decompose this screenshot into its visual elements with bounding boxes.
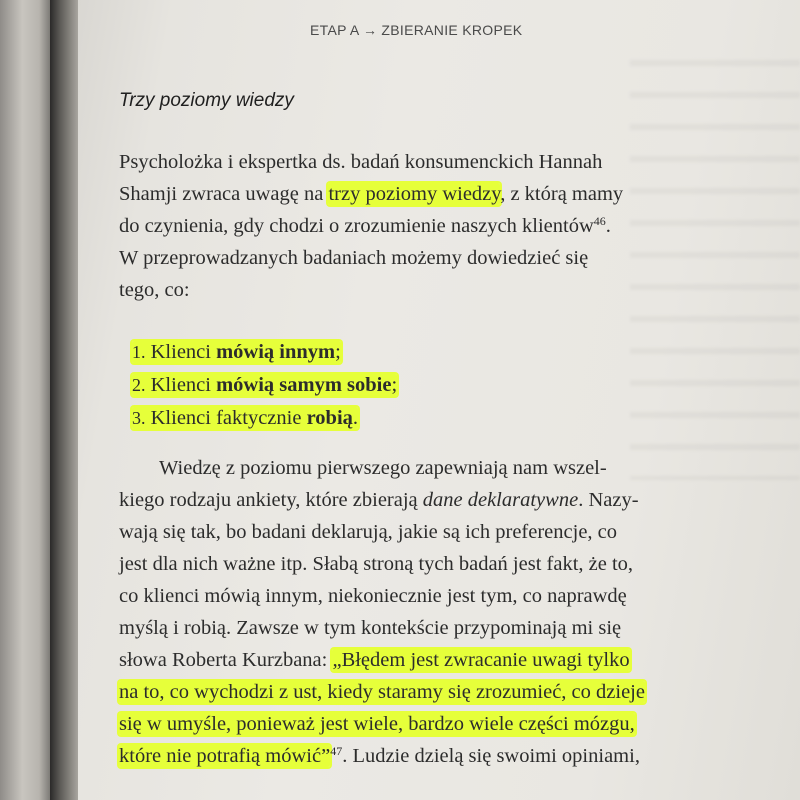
text-line: słowa Roberta Kurzbana: „Błędem jest zwracanie uwagi tylko (119, 649, 630, 671)
text-line: do czynienia, gdy chodzi o zrozumienie naszych klientów$^{46}$. (119, 214, 611, 237)
list-item: 3. Klienci faktycznie robią. (132, 407, 359, 429)
section-heading: Trzy poziomy wiedzy (119, 90, 294, 111)
footnote-ref-46: 46 (593, 214, 606, 228)
text-line: tego, co: (119, 279, 190, 301)
highlighted-quote: na to, co wychodzi z ust, kiedy staramy się zrozumieć, co dzieje (119, 681, 645, 703)
text-line: Shamji zwraca uwagę na trzy poziomy wiedzy, z którą mamy (119, 183, 624, 205)
text-line: kiego rodzaju ankiety, które zbierają dane deklaratywne. Nazy- (119, 489, 639, 511)
paragraph-1 (119, 146, 719, 306)
running-head: ETAP A → ZBIERANIE KROPEK (310, 22, 523, 38)
highlighted-quote: się w umyśle, ponieważ jest wiele, bardzo wiele części mózgu, (119, 713, 635, 735)
text-line: co klienci mówią innym, niekoniecznie jest tym, co naprawdę (119, 585, 627, 607)
text-line: Psycholożka i ekspertka ds. badań konsumenckich Hannah (119, 151, 603, 173)
text-line: W przeprowadzanych badaniach możemy dowiedzieć się (119, 247, 589, 269)
highlighted-phrase: trzy poziomy wiedzy (328, 183, 501, 205)
italic-term: dane deklaratywne (422, 489, 579, 511)
highlighted-quote: które nie potrafią mówić” (119, 745, 331, 767)
list-item: 2. Klienci mówią samym sobie; (132, 374, 398, 396)
text-line: myślą i robią. Zawsze w tym kontekście przypominają mi się (119, 617, 622, 639)
footnote-ref-47: 47 (330, 744, 343, 758)
paragraph-2 (119, 452, 719, 772)
text-line: jest dla nich ważne itp. Słabą stroną tych badań jest fakt, że to, (119, 553, 634, 575)
text-line: wają się tak, bo badani deklarują, jakie są ich preferencje, co (119, 521, 618, 543)
text-line (119, 708, 719, 740)
highlighted-quote: „Błędem jest zwracanie uwagi tylko (332, 649, 630, 671)
previous-page-edge (0, 0, 56, 800)
text-line (119, 676, 719, 708)
knowledge-levels-list (132, 336, 397, 435)
book-gutter (50, 0, 78, 800)
list-item: 1. Klienci mówią innym; (132, 341, 341, 363)
text-line: które nie potrafią mówić”$^{47}$. Ludzie dzielą się swoimi opiniami, (119, 744, 640, 767)
text-line: Wiedzę z poziomu pierwszego zapewniają nam wszel- (159, 457, 607, 479)
